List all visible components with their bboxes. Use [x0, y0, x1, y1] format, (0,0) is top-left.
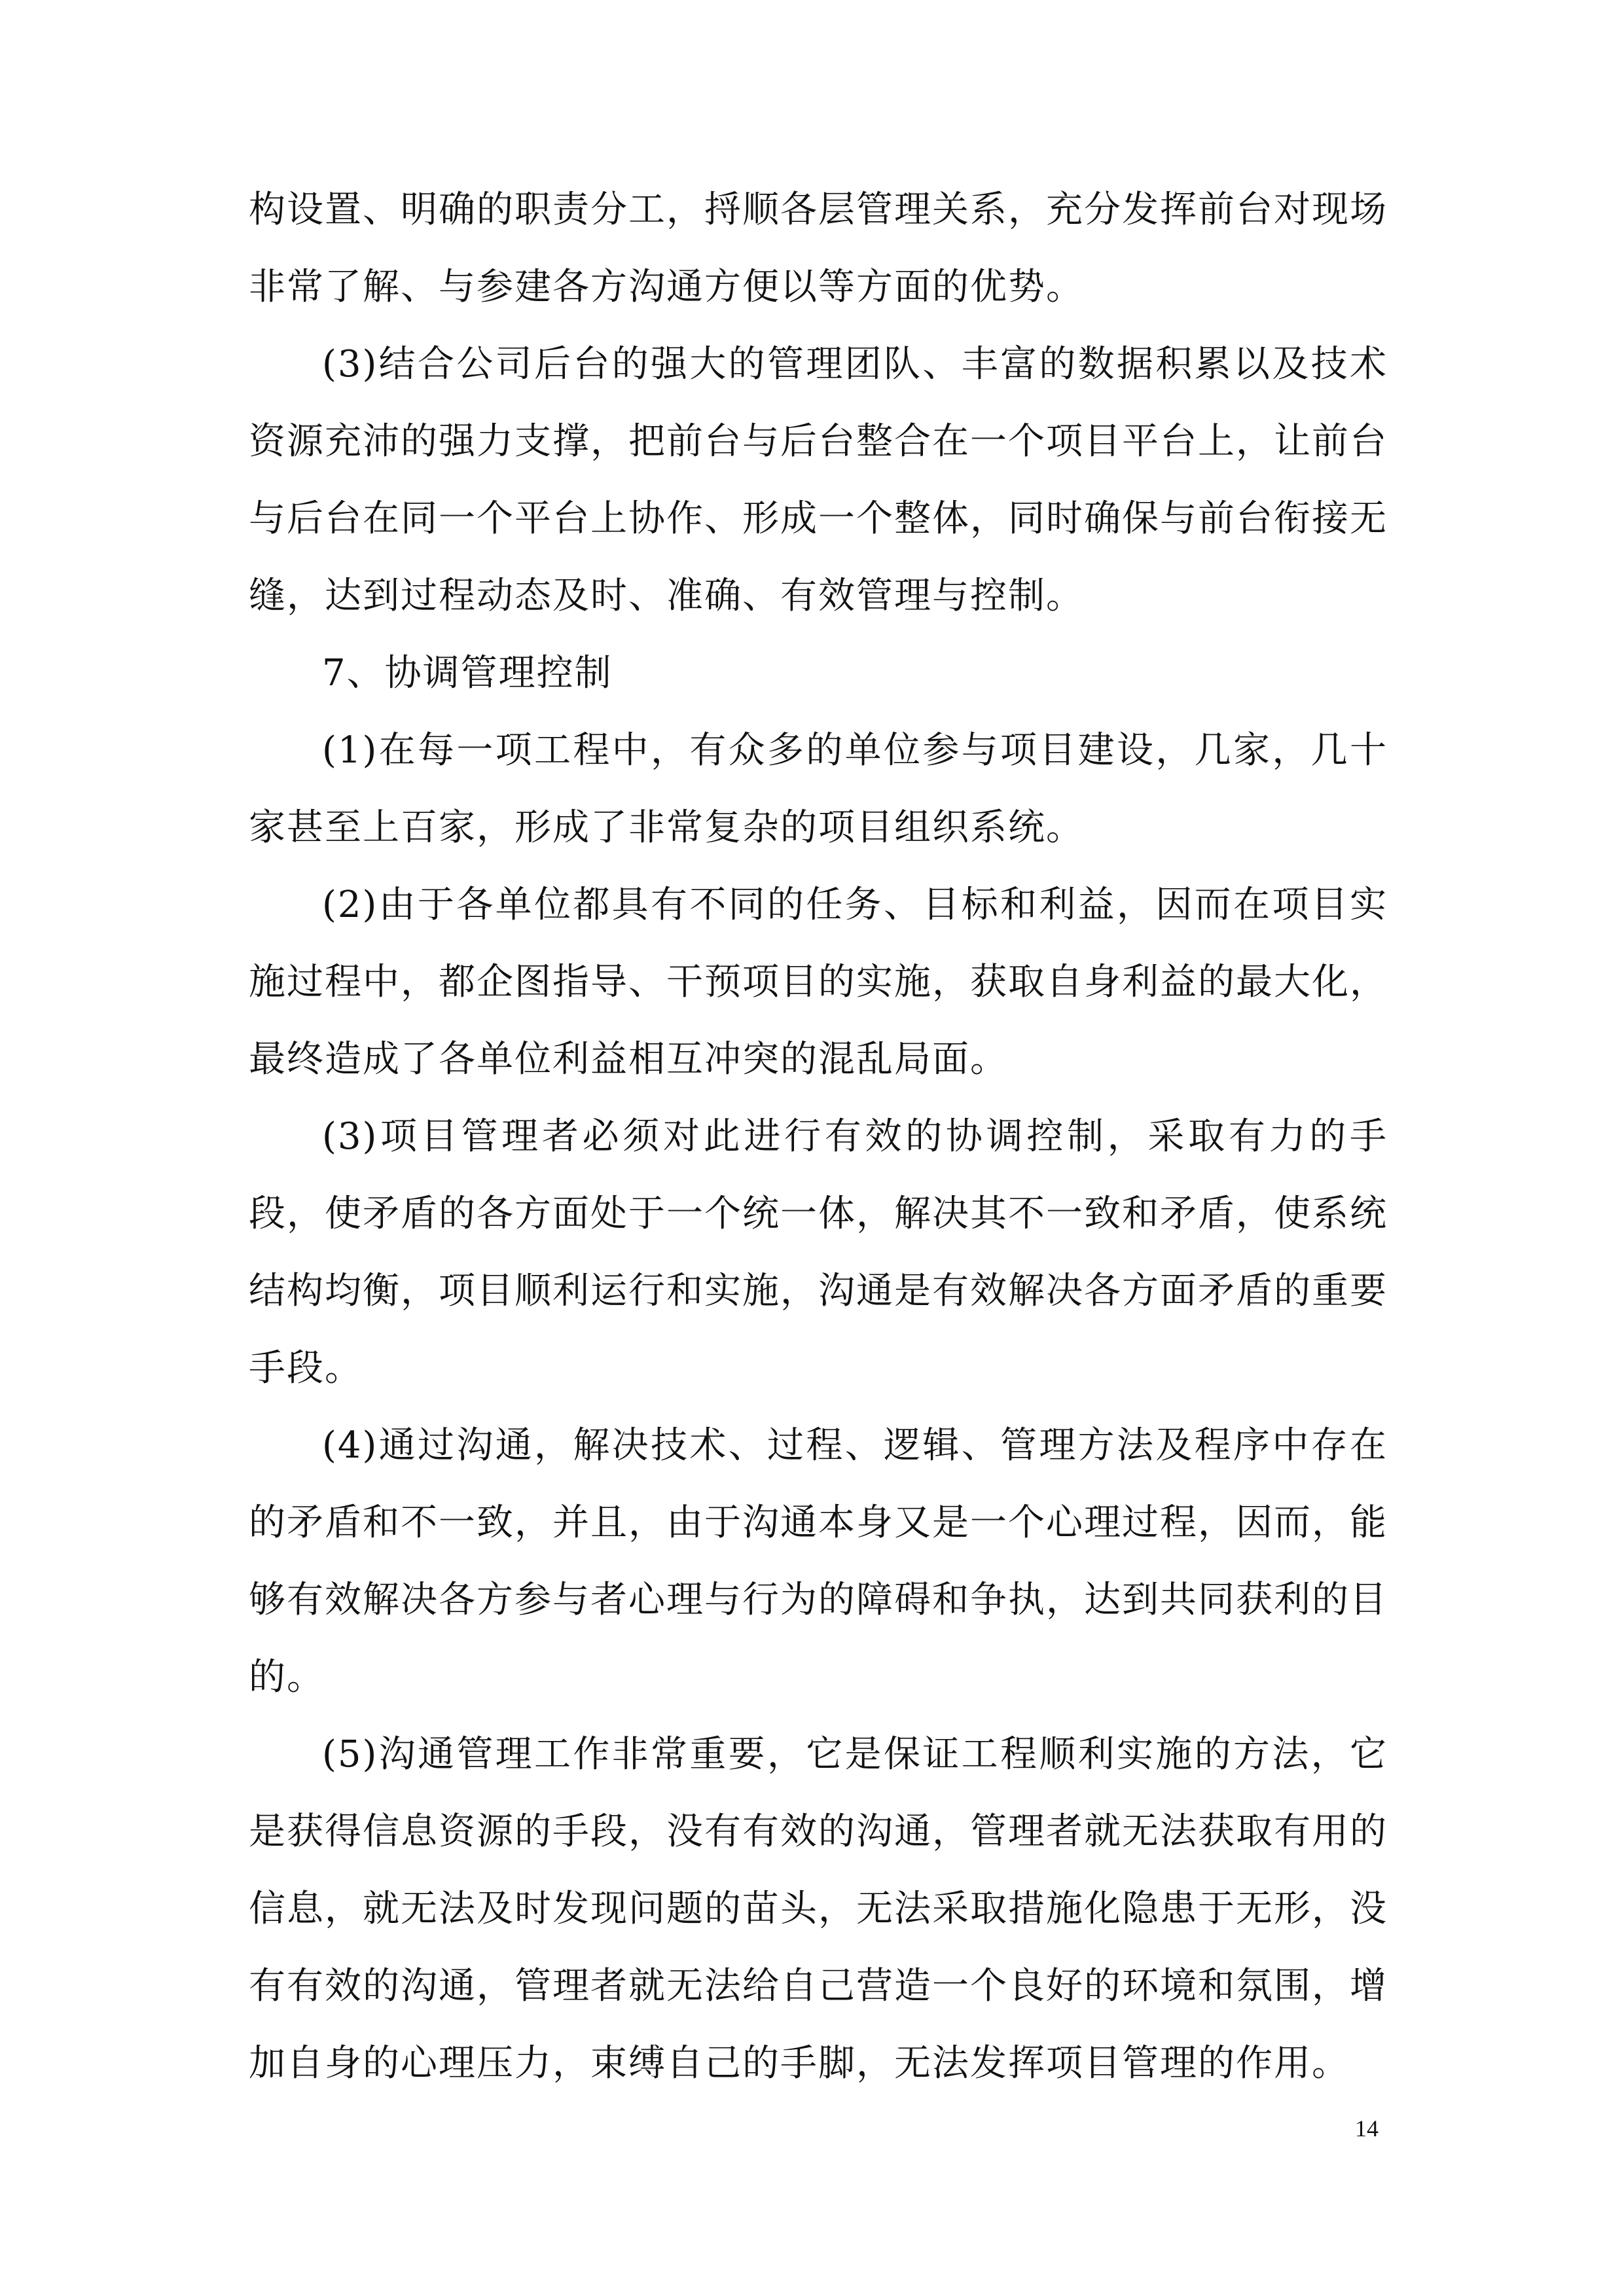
paragraph-item-3-coordination: (3)项目管理者必须对此进行有效的协调控制，采取有力的手段，使矛盾的各方面处于一个统一体，解决其不一致和矛盾，使系统结构均衡，项目顺利运行和实施，沟通是有效解决各方面矛盾的重要手段。 [249, 1115, 1388, 1390]
paragraph-continuation: 构设置、明确的职责分工，捋顺各层管理关系，充分发挥前台对现场非常了解、与参建各方沟通方便以等方面的优势。 [249, 188, 1388, 308]
document-body [249, 171, 1388, 2102]
page-number: 14 [1355, 2115, 1379, 2142]
paragraph-item-5-importance: (5)沟通管理工作非常重要，它是保证工程顺利实施的方法，它是获得信息资源的手段，没有有效的沟通，管理者就无法获取有用的信息，就无法及时发现问题的苗头，无法采取措施化隐患于无形，没有有效的沟通，管理者就无法给自己营造一个良好的环境和氛围，增加自身的心理压力，束缚自己的手脚，无法发挥项目管理的作用。 [249, 1733, 1388, 2085]
paragraph-item-4-communication: (4)通过沟通，解决技术、过程、逻辑、管理方法及程序中存在的矛盾和不一致，并且，由于沟通本身又是一个心理过程，因而，能够有效解决各方参与者心理与行为的障碍和争执，达到共同获利的目的。 [249, 1424, 1388, 1698]
section-heading-coordination-control: 7、协调管理控制 [322, 652, 613, 694]
paragraph-item-3-backend-support: (3)结合公司后台的强大的管理团队、丰富的数据积累以及技术资源充沛的强力支撑，把前台与后台整合在一个项目平台上，让前台与后台在同一个平台上协作、形成一个整体，同时确保与前台衔接无缝，达到过程动态及时、准确、有效管理与控制。 [249, 343, 1388, 617]
paragraph-item-2-different-goals: (2)由于各单位都具有不同的任务、目标和利益，因而在项目实施过程中，都企图指导、干预项目的实施，获取自身利益的最大化，最终造成了各单位利益相互冲突的混乱局面。 [249, 884, 1388, 1081]
paragraph-item-1-many-units: (1)在每一项工程中，有众多的单位参与项目建设，几家，几十家甚至上百家，形成了非常复杂的项目组织系统。 [249, 729, 1388, 849]
